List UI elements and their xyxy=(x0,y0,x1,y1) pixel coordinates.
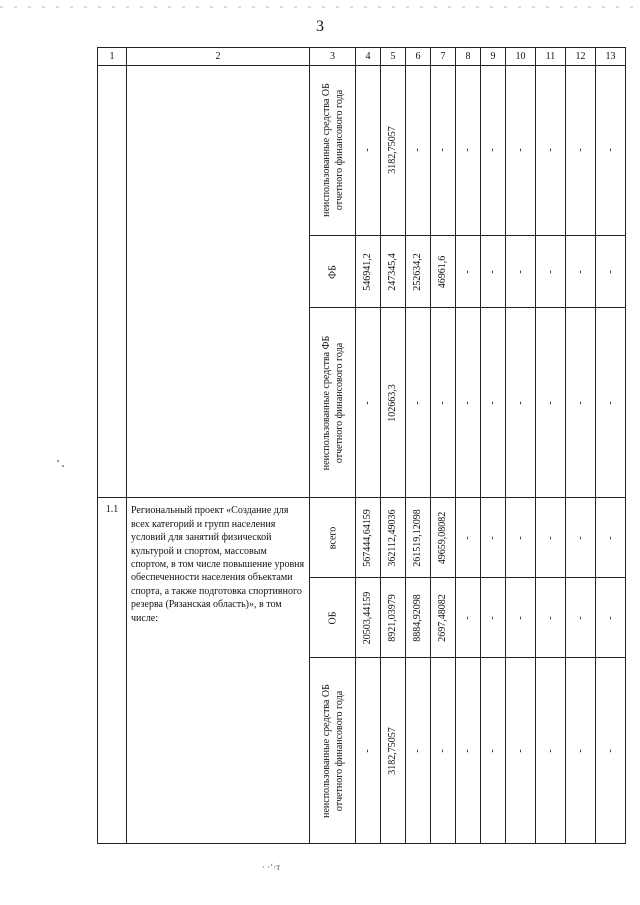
value-cell-col-5 xyxy=(381,498,406,578)
value-cell-col-6 xyxy=(406,578,431,658)
value-cell-col-4 xyxy=(356,65,381,235)
column-number-4: 4 xyxy=(356,48,381,66)
value-cell-col-10 xyxy=(506,235,536,308)
value-cell-col-8 xyxy=(456,235,481,308)
cell-value: - xyxy=(462,748,473,753)
value-cell-col-4 xyxy=(356,578,381,658)
value-cell-col-7 xyxy=(431,498,456,578)
cell-value: - xyxy=(462,148,473,152)
cell-value: - xyxy=(487,401,498,405)
row-description-cell: Региональный проект «Создание для всех категорий и групп населения условий для занятий физической культурой и спортом, массовым спортом, в том числе повышение уровня обеспеченности населения объектами спорта, а также подготовка спортивного резерва (Рязанская область)», в том числе: xyxy=(127,498,310,844)
value-cell-col-8 xyxy=(456,308,481,498)
cell-value: - xyxy=(462,536,473,540)
value-cell-col-5 xyxy=(381,235,406,308)
value-cell-col-13 xyxy=(596,578,626,658)
cell-value: - xyxy=(487,269,498,274)
funding-source-label: всего xyxy=(327,526,338,550)
value-cell-col-10 xyxy=(506,578,536,658)
value-cell-col-5 xyxy=(381,578,406,658)
value-cell-col-7 xyxy=(431,65,456,235)
value-cell-col-10 xyxy=(506,65,536,235)
table-row xyxy=(98,65,626,235)
value-cell-col-5 xyxy=(381,65,406,235)
value-cell-col-7 xyxy=(431,658,456,844)
cell-value: - xyxy=(544,748,556,753)
value-cell-col-11 xyxy=(536,308,566,498)
cell-value: - xyxy=(487,148,498,152)
table-row xyxy=(98,498,626,578)
column-number-7: 7 xyxy=(431,48,456,66)
cell-value: 567444,64159 xyxy=(362,509,373,567)
value-cell-col-6 xyxy=(406,308,431,498)
value-cell-col-4 xyxy=(356,235,381,308)
cell-value: - xyxy=(514,401,526,405)
value-cell-col-7 xyxy=(431,235,456,308)
value-cell-col-12 xyxy=(566,658,596,844)
cell-value: 362112,49036 xyxy=(387,509,398,567)
value-cell-col-11 xyxy=(536,65,566,235)
cell-value: - xyxy=(544,401,556,405)
column-number-10: 10 xyxy=(506,48,536,66)
cell-value: - xyxy=(604,616,616,620)
column-number-3: 3 xyxy=(310,48,356,66)
cell-value: - xyxy=(462,269,473,274)
column-number-5: 5 xyxy=(381,48,406,66)
value-cell-col-9 xyxy=(481,65,506,235)
value-cell-col-8 xyxy=(456,578,481,658)
value-cell-col-11 xyxy=(536,498,566,578)
funding-source-cell xyxy=(310,65,356,235)
cell-value: - xyxy=(487,748,498,753)
column-number-9: 9 xyxy=(481,48,506,66)
column-number-12: 12 xyxy=(566,48,596,66)
value-cell-col-9 xyxy=(481,308,506,498)
value-cell-col-11 xyxy=(536,578,566,658)
cell-value: - xyxy=(462,401,473,405)
value-cell-col-13 xyxy=(596,308,626,498)
value-cell-col-13 xyxy=(596,65,626,235)
value-cell-col-5 xyxy=(381,658,406,844)
value-cell-col-6 xyxy=(406,658,431,844)
cell-value: - xyxy=(362,401,373,405)
cell-value: - xyxy=(544,536,556,540)
budget-table xyxy=(97,47,626,844)
value-cell-col-13 xyxy=(596,658,626,844)
value-cell-col-13 xyxy=(596,498,626,578)
cell-value: - xyxy=(437,748,448,753)
value-cell-col-9 xyxy=(481,658,506,844)
funding-source-label: неиспользованные средства ОБ отчетного финансового года xyxy=(320,683,345,818)
value-cell-col-8 xyxy=(456,498,481,578)
cell-value: - xyxy=(574,269,586,274)
cell-value: - xyxy=(574,748,586,753)
funding-source-cell xyxy=(310,658,356,844)
cell-value: - xyxy=(514,536,526,540)
value-cell-col-12 xyxy=(566,578,596,658)
cell-value: - xyxy=(604,536,616,540)
value-cell-col-5 xyxy=(381,308,406,498)
value-cell-col-12 xyxy=(566,65,596,235)
value-cell-col-7 xyxy=(431,578,456,658)
cell-value: - xyxy=(487,616,498,620)
cell-value: 252634,2 xyxy=(412,252,423,291)
cell-value: 3182,75057 xyxy=(387,126,398,174)
funding-source-label: ОБ xyxy=(327,611,338,625)
cell-value: 2697,48082 xyxy=(437,593,448,642)
cell-value: 8884,92098 xyxy=(412,593,423,642)
value-cell-col-7 xyxy=(431,308,456,498)
scan-speck xyxy=(62,465,64,467)
column-number-row xyxy=(98,48,626,66)
cell-value: - xyxy=(362,748,373,753)
cell-value: - xyxy=(514,748,526,753)
cell-value: 20503,44159 xyxy=(362,591,373,644)
page-number: 3 xyxy=(316,18,324,35)
value-cell-col-10 xyxy=(506,498,536,578)
column-number-1: 1 xyxy=(98,48,127,66)
column-number-8: 8 xyxy=(456,48,481,66)
value-cell-col-10 xyxy=(506,658,536,844)
value-cell-col-6 xyxy=(406,235,431,308)
cell-value: - xyxy=(412,148,423,152)
cell-value: 8921,03979 xyxy=(387,593,398,642)
funding-source-cell xyxy=(310,308,356,498)
cell-value: - xyxy=(574,616,586,620)
cell-value: - xyxy=(574,536,586,540)
value-cell-col-9 xyxy=(481,235,506,308)
cell-value: - xyxy=(412,748,423,753)
cell-value: - xyxy=(574,401,586,405)
cell-value: - xyxy=(604,148,616,152)
funding-source-cell xyxy=(310,498,356,578)
cell-value: - xyxy=(412,401,423,405)
value-cell-col-8 xyxy=(456,658,481,844)
cell-value: 46961,6 xyxy=(437,255,448,288)
row-index-cell: 1.1 xyxy=(98,498,127,844)
cell-value: 49659,08082 xyxy=(437,511,448,565)
value-cell-col-12 xyxy=(566,498,596,578)
cell-value: 3182,75057 xyxy=(387,726,398,775)
cell-value: - xyxy=(514,269,526,274)
value-cell-col-9 xyxy=(481,578,506,658)
cell-value: - xyxy=(544,148,556,152)
cell-value: - xyxy=(604,401,616,405)
column-number-6: 6 xyxy=(406,48,431,66)
value-cell-col-4 xyxy=(356,498,381,578)
value-cell-col-6 xyxy=(406,65,431,235)
funding-source-label: ФБ xyxy=(327,264,338,279)
scan-bottom-mark: · ·‘·т xyxy=(262,862,281,872)
value-cell-col-11 xyxy=(536,235,566,308)
value-cell-col-10 xyxy=(506,308,536,498)
value-cell-col-11 xyxy=(536,658,566,844)
row-description-cell xyxy=(127,65,310,498)
cell-value: 546941,2 xyxy=(362,252,373,291)
cell-value: - xyxy=(437,148,448,152)
value-cell-col-9 xyxy=(481,498,506,578)
value-cell-col-4 xyxy=(356,308,381,498)
cell-value: - xyxy=(604,269,616,274)
cell-value: - xyxy=(462,616,473,620)
cell-value: - xyxy=(574,148,586,152)
value-cell-col-12 xyxy=(566,308,596,498)
cell-value: - xyxy=(514,148,526,152)
cell-value: - xyxy=(362,148,373,152)
funding-source-label: неиспользованные средства ФБ отчетного финансового года xyxy=(320,335,345,471)
value-cell-col-4 xyxy=(356,658,381,844)
cell-value: - xyxy=(544,616,556,620)
column-number-2: 2 xyxy=(127,48,310,66)
row-index-cell xyxy=(98,65,127,498)
value-cell-col-6 xyxy=(406,498,431,578)
cell-value: 247345,4 xyxy=(387,252,398,291)
funding-source-cell xyxy=(310,235,356,308)
funding-source-label: неиспользованные средства ОБ отчетного финансового года xyxy=(320,83,345,218)
value-cell-col-8 xyxy=(456,65,481,235)
cell-value: - xyxy=(437,401,448,405)
cell-value: 261519,12098 xyxy=(412,509,423,567)
column-number-11: 11 xyxy=(536,48,566,66)
cell-value: - xyxy=(487,536,498,540)
scan-speck xyxy=(57,460,59,462)
value-cell-col-12 xyxy=(566,235,596,308)
cell-value: 102663,3 xyxy=(387,384,398,422)
funding-source-cell xyxy=(310,578,356,658)
scan-noise-top xyxy=(0,6,640,8)
cell-value: - xyxy=(604,748,616,753)
cell-value: - xyxy=(544,269,556,274)
column-number-13: 13 xyxy=(596,48,626,66)
value-cell-col-13 xyxy=(596,235,626,308)
cell-value: - xyxy=(514,616,526,620)
